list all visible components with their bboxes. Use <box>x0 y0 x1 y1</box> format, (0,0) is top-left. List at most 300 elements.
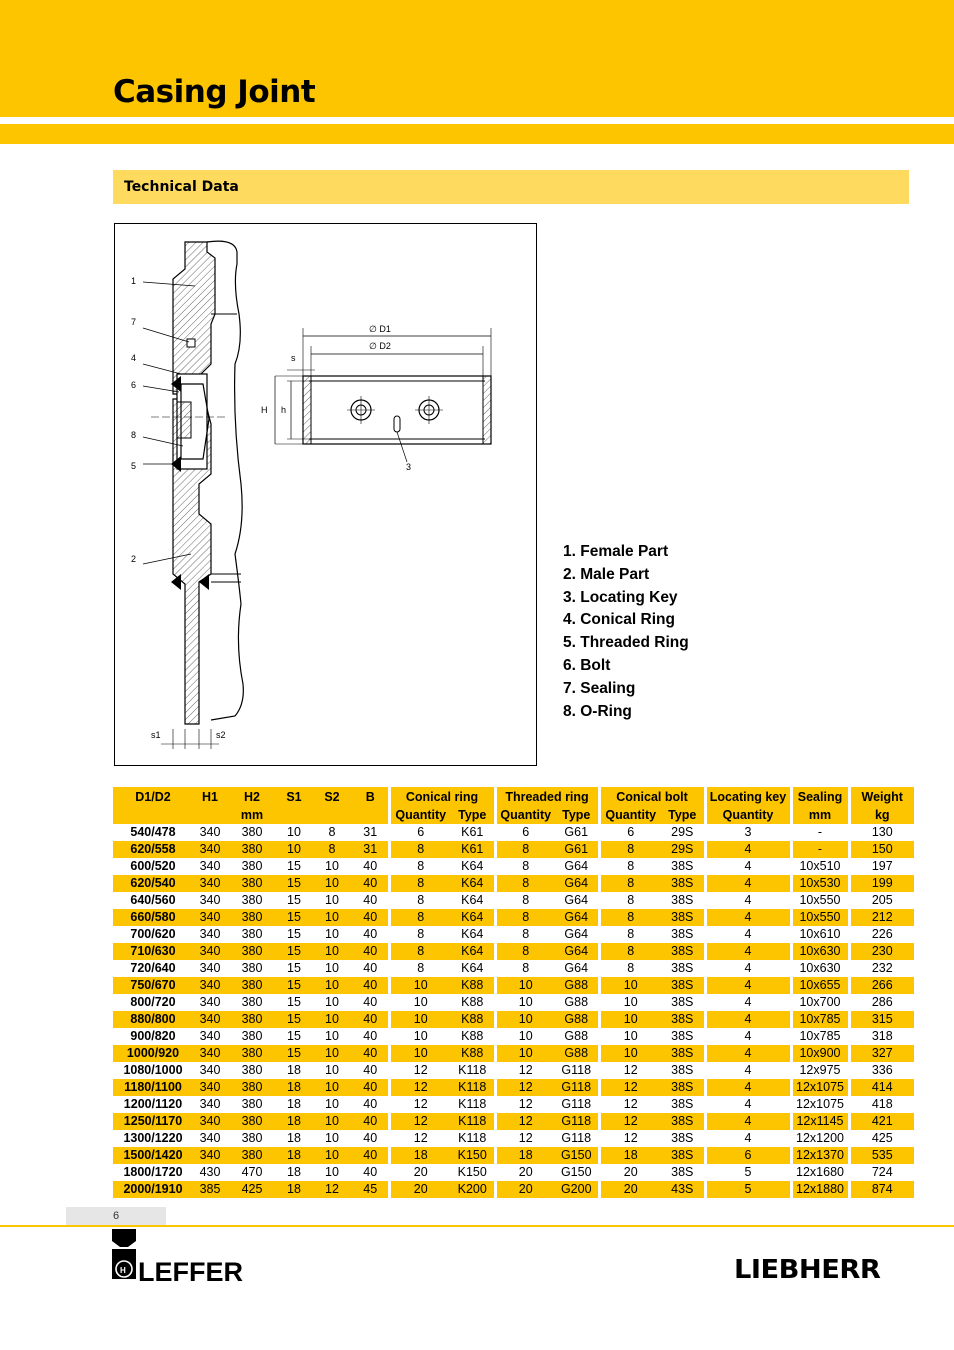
table-cell: 40 <box>363 859 378 873</box>
table-cell: 40 <box>353 1113 389 1130</box>
table-cell: 18 <box>287 1063 301 1077</box>
table-cell: 340 <box>193 909 227 926</box>
footer-line <box>0 1225 954 1227</box>
table-cell: 38S <box>671 1029 694 1043</box>
drawing-svg <box>115 224 536 765</box>
table-row <box>113 1147 914 1164</box>
table-cell: K88 <box>461 1029 484 1043</box>
table-cell: 8 <box>389 892 451 909</box>
table-cell: 640/560 <box>130 893 176 907</box>
table-cell: 38S <box>661 1113 705 1130</box>
callout-7: 7 <box>131 317 137 327</box>
table-cell: 38S <box>661 977 705 994</box>
table-cell: 340 <box>193 841 227 858</box>
table-cell: 40 <box>363 995 378 1009</box>
table-cell: 4 <box>705 841 791 858</box>
table-cell: K118 <box>458 1097 487 1111</box>
table-cell: K88 <box>451 1011 495 1028</box>
table-row <box>113 892 914 909</box>
table-cell: 4 <box>705 1113 791 1130</box>
table-cell: 266 <box>849 977 914 994</box>
table-cell: 15 <box>277 943 311 960</box>
dim-d1: ∅ D1 <box>369 324 391 334</box>
table-cell: 10 <box>495 1028 555 1045</box>
table-cell: 900/820 <box>130 1029 176 1043</box>
table-cell: 380 <box>227 841 277 858</box>
table-cell: 18 <box>287 1165 301 1179</box>
table-cell: 40 <box>353 909 389 926</box>
table-cell: 340 <box>193 1011 227 1028</box>
legend-item: 5. Threaded Ring <box>563 634 689 652</box>
table-cell: 380 <box>227 909 277 926</box>
table-cell: G150 <box>560 1165 592 1179</box>
table-cell: 10x900 <box>791 1045 849 1062</box>
dim-H: H <box>261 405 268 415</box>
table-cell: 230 <box>849 943 914 960</box>
table-cell: 380 <box>227 1147 277 1164</box>
callout-3: 3 <box>406 462 412 472</box>
table-cell: G88 <box>555 1011 599 1028</box>
table-cell: G64 <box>564 859 589 873</box>
table-cell: 8 <box>495 960 555 977</box>
table-cell: 340 <box>199 961 221 975</box>
callout-8: 8 <box>131 430 137 440</box>
technical-drawing <box>114 223 537 766</box>
table-cell: 1500/1420 <box>113 1147 193 1164</box>
table-cell: 10x630 <box>791 943 849 960</box>
table-cell: 380 <box>227 1079 277 1096</box>
table-cell: 724 <box>849 1164 914 1181</box>
table-cell: K150 <box>457 1165 487 1179</box>
table-cell: 10x550 <box>791 909 849 926</box>
legend-item: 6. Bolt <box>563 656 611 674</box>
table-cell: 18 <box>287 1131 301 1145</box>
table-cell: 620/558 <box>113 841 193 858</box>
col-header-conical-ring: Conical ring <box>389 787 495 807</box>
col-header-b: B <box>353 787 389 807</box>
table-cell: 40 <box>353 875 389 892</box>
table-cell: G64 <box>555 875 599 892</box>
col-header-s1: S1 <box>277 787 311 807</box>
legend-item: 4. Conical Ring <box>563 611 675 629</box>
table-cell: 10 <box>599 1028 661 1045</box>
table-cell: 4 <box>705 1096 791 1113</box>
table-cell: 10 <box>311 875 353 892</box>
table-cell: 4 <box>705 875 791 892</box>
table-cell: 38S <box>661 1011 705 1028</box>
table-cell: 20 <box>599 1181 661 1198</box>
table-cell: 8 <box>599 926 661 943</box>
table-cell: 10 <box>311 1113 353 1130</box>
table-cell: K64 <box>451 875 495 892</box>
table-cell: 380 <box>241 1131 263 1145</box>
table-cell: 4 <box>705 892 791 909</box>
table-cell: 8 <box>599 960 661 977</box>
table-cell: 380 <box>241 1029 263 1043</box>
table-cell: 12x975 <box>791 1062 849 1079</box>
subheader-cell: Type <box>661 807 705 824</box>
section-title: Technical Data <box>124 179 239 195</box>
table-cell: K88 <box>451 977 495 994</box>
table-cell: 40 <box>363 961 378 975</box>
dim-s1: s1 <box>151 730 161 740</box>
col-header-locating-key: Locating key <box>705 787 791 807</box>
table-cell: 10 <box>389 994 451 1011</box>
table-cell: K200 <box>451 1181 495 1198</box>
table-cell: 40 <box>353 1011 389 1028</box>
table-cell: 20 <box>389 1164 451 1181</box>
subheader-cell <box>311 807 353 824</box>
parts-legend <box>563 541 689 723</box>
table-cell: 380 <box>227 1011 277 1028</box>
table-cell: 8 <box>495 909 555 926</box>
table-cell: 380 <box>241 1063 263 1077</box>
table-cell: 15 <box>287 961 301 975</box>
table-row <box>113 824 914 841</box>
table-cell: 15 <box>287 893 301 907</box>
table-cell: 10x655 <box>791 977 849 994</box>
table-cell: 18 <box>599 1147 661 1164</box>
table-cell: 10x530 <box>791 875 849 892</box>
table-cell: K118 <box>458 1131 487 1145</box>
table-cell: 12x1075 <box>791 1079 849 1096</box>
table-cell: 38S <box>661 943 705 960</box>
table-cell: 40 <box>363 1097 378 1111</box>
table-cell: 12x1200 <box>791 1130 849 1147</box>
table-cell: 385 <box>193 1181 227 1198</box>
table-cell: 4 <box>705 960 791 977</box>
table-cell: 1080/1000 <box>123 1063 183 1077</box>
table-cell: 380 <box>241 1097 263 1111</box>
table-cell: 10 <box>599 1045 661 1062</box>
table-cell: 150 <box>849 841 914 858</box>
table-cell: 470 <box>241 1165 263 1179</box>
table-cell: 15 <box>277 1045 311 1062</box>
subheader-cell: Type <box>555 807 599 824</box>
table-cell: 340 <box>193 1079 227 1096</box>
table-cell: 12 <box>389 1062 451 1079</box>
table-cell: 10x630 <box>791 960 849 977</box>
subheader-cell <box>277 807 311 824</box>
table-cell: 380 <box>241 995 263 1009</box>
legend-item: 1. Female Part <box>563 543 669 560</box>
subheader-cell: kg <box>849 807 914 824</box>
table-cell: 10 <box>389 1028 451 1045</box>
table-cell: 20 <box>599 1164 661 1181</box>
table-cell: 38S <box>661 1045 705 1062</box>
table-cell: 4 <box>705 994 791 1011</box>
table-cell: 10x510 <box>791 858 849 875</box>
table-cell: 380 <box>241 927 263 941</box>
table-cell: 380 <box>227 1045 277 1062</box>
table-cell: G118 <box>561 1063 592 1077</box>
callout-4: 4 <box>131 353 137 363</box>
table-cell: 8 <box>495 943 555 960</box>
leffer-logo <box>112 1229 262 1287</box>
table-cell: 1000/920 <box>113 1045 193 1062</box>
table-cell: G64 <box>564 893 589 907</box>
table-cell: 4 <box>705 943 791 960</box>
table-cell: 600/520 <box>130 859 176 873</box>
table-cell: G88 <box>564 1029 589 1043</box>
table-cell: G150 <box>555 1147 599 1164</box>
page-number: 6 <box>113 1210 120 1222</box>
table-cell: 1180/1100 <box>113 1079 193 1096</box>
table-cell: 380 <box>241 859 263 873</box>
table-cell: 8 <box>495 858 555 875</box>
table-cell: 10 <box>325 1131 339 1145</box>
col-header-h1: H1 <box>193 787 227 807</box>
subheader-cell: Type <box>451 807 495 824</box>
table-cell: 340 <box>193 875 227 892</box>
table-cell: 31 <box>363 825 378 839</box>
col-header-s2: S2 <box>311 787 353 807</box>
table-cell: 8 <box>389 875 451 892</box>
table-cell: K61 <box>451 841 495 858</box>
table-row <box>113 994 914 1011</box>
table-cell: 10 <box>325 893 339 907</box>
table-cell: 340 <box>193 1113 227 1130</box>
table-cell: 286 <box>849 994 914 1011</box>
table-row <box>113 1079 914 1096</box>
table-cell: 12 <box>389 1130 451 1147</box>
table-cell: 1800/1720 <box>123 1165 183 1179</box>
dim-s2: s2 <box>216 730 226 740</box>
table-cell: 8 <box>495 926 555 943</box>
table-cell: 340 <box>199 893 221 907</box>
table-cell: 12x1880 <box>791 1181 849 1198</box>
table-cell: 15 <box>287 927 301 941</box>
table-cell: 40 <box>353 943 389 960</box>
table-cell: 12 <box>495 1079 555 1096</box>
table-cell: 12x1680 <box>791 1164 849 1181</box>
table-cell: 6 <box>705 1147 791 1164</box>
table-cell: 10 <box>311 977 353 994</box>
table-cell: 10 <box>311 1079 353 1096</box>
callout-2: 2 <box>131 554 137 564</box>
table-row <box>113 1096 914 1113</box>
table-cell: G88 <box>564 995 589 1009</box>
table-cell: 12 <box>389 1096 451 1113</box>
table-cell: K88 <box>451 1045 495 1062</box>
table-cell: 336 <box>849 1062 914 1079</box>
table-cell: 15 <box>287 995 301 1009</box>
table-cell: 10 <box>311 1011 353 1028</box>
table-cell: 4 <box>705 977 791 994</box>
subheader-cell: Quantity <box>389 807 451 824</box>
table-cell: 327 <box>849 1045 914 1062</box>
table-cell: G118 <box>555 1079 599 1096</box>
table-cell: 12 <box>495 1062 555 1079</box>
table-cell: 318 <box>849 1028 914 1045</box>
table-cell: 40 <box>363 1063 378 1077</box>
table-cell: 8 <box>599 892 661 909</box>
table-row <box>113 1028 914 1045</box>
table-cell: 18 <box>277 1113 311 1130</box>
table-cell: 18 <box>277 1181 311 1198</box>
table-cell: 29S <box>661 841 705 858</box>
table-cell: 8 <box>389 909 451 926</box>
table-cell: 40 <box>363 1131 378 1145</box>
table-cell: 340 <box>199 927 221 941</box>
table-cell: 10 <box>495 994 555 1011</box>
table-cell: 38S <box>671 1097 694 1111</box>
table-cell: 340 <box>193 1147 227 1164</box>
table-cell: 38S <box>661 1079 705 1096</box>
table-cell: 212 <box>849 909 914 926</box>
table-cell: K88 <box>461 995 484 1009</box>
table-cell: 12 <box>495 1113 555 1130</box>
table-cell: 5 <box>705 1181 791 1198</box>
table-row <box>113 1181 914 1198</box>
legend-item: 7. Sealing <box>563 679 636 697</box>
table-cell: G64 <box>555 943 599 960</box>
table-row <box>113 926 914 943</box>
table-cell: 8 <box>599 841 661 858</box>
table-cell: 8 <box>328 825 336 839</box>
table-cell: K150 <box>451 1147 495 1164</box>
table-cell: G61 <box>555 841 599 858</box>
table-cell: 10x700 <box>791 994 849 1011</box>
table-cell: 18 <box>277 1079 311 1096</box>
table-cell: 700/620 <box>130 927 176 941</box>
table-cell: 800/720 <box>130 995 176 1009</box>
table-cell: 10 <box>599 994 661 1011</box>
table-cell: 12 <box>599 1062 661 1079</box>
table-cell: 38S <box>661 909 705 926</box>
table-cell: 2000/1910 <box>113 1181 193 1198</box>
table-cell: K64 <box>461 927 484 941</box>
table-cell: 38S <box>671 961 694 975</box>
table-cell: 720/640 <box>130 961 176 975</box>
col-header-sealing: Sealing <box>791 787 849 807</box>
table-cell: 15 <box>277 977 311 994</box>
svg-text:H: H <box>120 1266 126 1275</box>
table-cell: 10 <box>325 1097 339 1111</box>
table-row <box>113 841 914 858</box>
table-cell: 4 <box>705 1079 791 1096</box>
table-cell: 380 <box>227 1113 277 1130</box>
table-cell: 421 <box>849 1113 914 1130</box>
table-cell: 18 <box>495 1147 555 1164</box>
table-cell: 18 <box>277 1147 311 1164</box>
table-cell: 8 <box>599 909 661 926</box>
table-cell: 31 <box>353 841 389 858</box>
table-cell: 197 <box>849 858 914 875</box>
table-cell: 340 <box>199 1097 221 1111</box>
table-cell: 5 <box>705 1164 791 1181</box>
table-cell: 4 <box>705 858 791 875</box>
table-cell: 10 <box>325 1063 339 1077</box>
table-cell: 6 <box>389 824 451 841</box>
table-cell: 380 <box>241 825 263 839</box>
table-cell: K64 <box>461 893 484 907</box>
table-cell: 414 <box>849 1079 914 1096</box>
legend-item: 8. O-Ring <box>563 702 632 720</box>
table-cell: G88 <box>555 977 599 994</box>
table-cell: 38S <box>671 859 694 873</box>
callout-1: 1 <box>131 276 137 286</box>
table-cell: 40 <box>353 1079 389 1096</box>
table-cell: 12 <box>311 1181 353 1198</box>
table-cell: 380 <box>227 977 277 994</box>
table-cell: G64 <box>564 961 589 975</box>
table-cell: 340 <box>199 1063 221 1077</box>
table-cell: 8 <box>599 943 661 960</box>
table-cell: 20 <box>495 1164 555 1181</box>
table-cell: 340 <box>199 859 221 873</box>
table-cell: 425 <box>227 1181 277 1198</box>
table-cell: 8 <box>389 858 451 875</box>
table-cell: 12 <box>495 1096 555 1113</box>
table-cell: 8 <box>311 841 353 858</box>
table-row <box>113 977 914 994</box>
table-cell: K118 <box>451 1113 495 1130</box>
table-cell: 8 <box>389 926 451 943</box>
table-cell: K118 <box>451 1079 495 1096</box>
table-cell: 4 <box>705 926 791 943</box>
col-header-d1d2: D1/D2 <box>113 787 193 807</box>
table-cell: 340 <box>193 1045 227 1062</box>
legend-item: 2. Male Part <box>563 565 650 583</box>
table-cell: 12x1370 <box>791 1147 849 1164</box>
table-cell: 15 <box>277 909 311 926</box>
table-cell: 10 <box>389 977 451 994</box>
table-cell: 380 <box>241 893 263 907</box>
table-row <box>113 943 914 960</box>
table-cell: 15 <box>277 875 311 892</box>
table-cell: 1300/1220 <box>123 1131 183 1145</box>
table-cell: 4 <box>705 1130 791 1147</box>
table-cell: 40 <box>363 927 378 941</box>
section-bar <box>113 170 909 204</box>
table-cell: 15 <box>287 859 301 873</box>
table-cell: 20 <box>495 1181 555 1198</box>
table-cell: 340 <box>193 943 227 960</box>
table-cell: 620/540 <box>113 875 193 892</box>
table-cell: 20 <box>389 1181 451 1198</box>
table-cell: 380 <box>227 875 277 892</box>
subheader-cell: Quantity <box>705 807 791 824</box>
table-cell: K64 <box>461 961 484 975</box>
table-cell: 8 <box>495 841 555 858</box>
table-cell: 10 <box>325 927 339 941</box>
table-cell: 425 <box>849 1130 914 1147</box>
subheader-cell <box>113 807 193 824</box>
table-cell: 40 <box>363 893 378 907</box>
table-cell: 38S <box>671 893 694 907</box>
table-cell: 45 <box>353 1181 389 1198</box>
table-cell: 710/630 <box>113 943 193 960</box>
table-cell: 18 <box>389 1147 451 1164</box>
table-cell: 535 <box>849 1147 914 1164</box>
table-body <box>113 824 914 1198</box>
table-cell: 40 <box>363 1029 378 1043</box>
table-row <box>113 1062 914 1079</box>
table-cell: G64 <box>555 909 599 926</box>
table-cell: 38S <box>661 875 705 892</box>
table-cell: 10 <box>389 1011 451 1028</box>
callout-5: 5 <box>131 461 137 471</box>
table-cell: - <box>791 824 849 841</box>
table-cell: 10 <box>325 995 339 1009</box>
table-cell: 8 <box>599 875 661 892</box>
table-cell: 12x1075 <box>791 1096 849 1113</box>
subheader-cell: mm <box>791 807 849 824</box>
table-cell: 43S <box>661 1181 705 1198</box>
table-row <box>113 909 914 926</box>
table-cell: 38S <box>671 1063 694 1077</box>
